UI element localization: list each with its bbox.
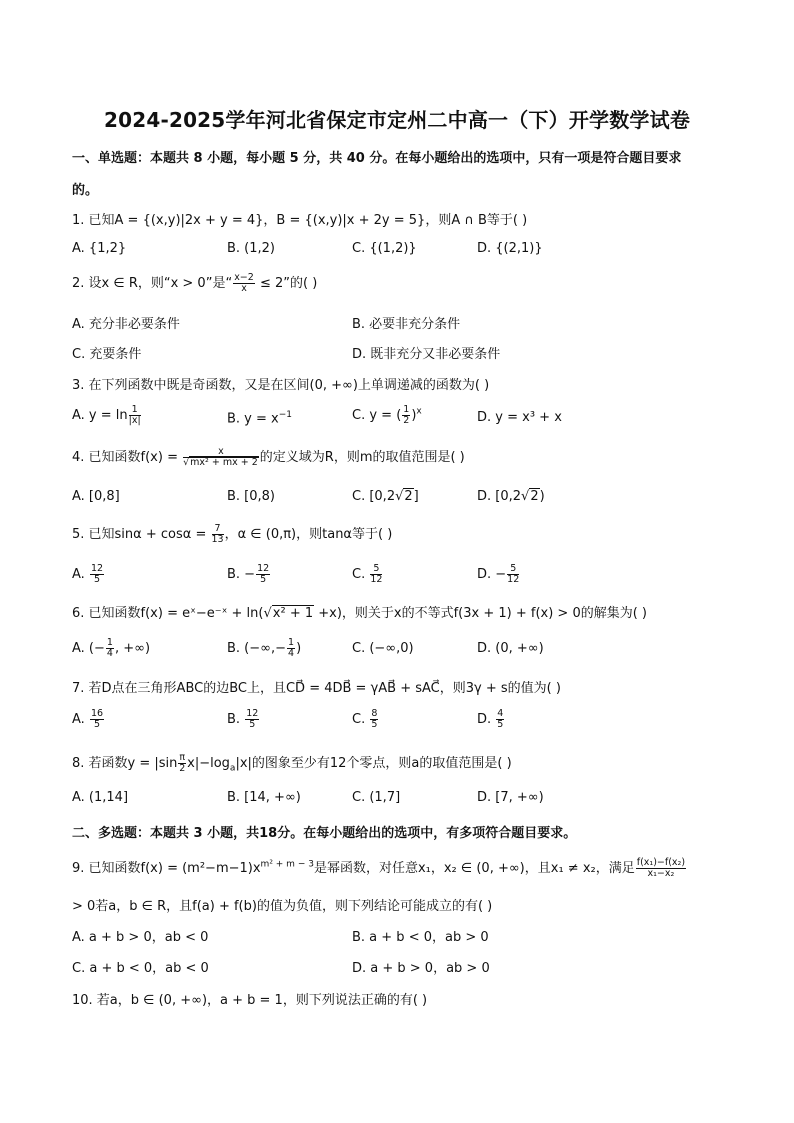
q9-text-a: 9. 已知函数f(x) = (m²−m−1)x [72, 861, 261, 876]
q4-fraction [183, 447, 259, 468]
q3-c-sup: x [416, 406, 422, 417]
q9-frac-num: f(x₁)−f(x₂) [636, 857, 686, 869]
question-5 [72, 523, 392, 545]
q3-c-text: C. y = ( [352, 407, 402, 423]
q4-text-b: 的定义域为R，则m的取值范围是( ) [259, 450, 465, 465]
q7-d-num: 4 [497, 708, 504, 719]
q8-option-a: A. (1,14] [72, 790, 129, 805]
q5-b-fraction [256, 564, 270, 585]
q5-frac-num: 7 [212, 524, 224, 535]
q8-option-d: D. [7, +∞) [477, 790, 544, 805]
q6-a-num: 1 [106, 637, 113, 648]
q5-d-fraction [507, 564, 519, 585]
q1-option-d: D. {(2,1)} [477, 241, 543, 256]
q4-frac-den-radicand: mx² + mx + 2 [190, 457, 258, 468]
q7-d-text: D. [477, 711, 496, 727]
q3-c-tail: ) [411, 407, 417, 423]
q4-option-d: D. [0,2√2) [477, 489, 545, 504]
q7-c-den: 5 [371, 718, 378, 730]
q2-option-c: C. 充要条件 [72, 347, 142, 362]
q3-a-den: |x| [128, 414, 141, 426]
q4-d-radicand: 2 [530, 489, 539, 504]
q2-fraction [233, 273, 255, 294]
section-1-heading: 一、单选题：本题共 8 小题，每小题 5 分，共 40 分。在每小题给出的选项中，只有一项是符合题目要求 [72, 151, 682, 166]
q7-d-fraction [496, 709, 504, 730]
q2-frac-den: x [241, 283, 247, 294]
q6-a-den: 4 [106, 647, 113, 659]
q3-c-den: 2 [403, 414, 410, 426]
q5-a-num: 12 [90, 563, 104, 574]
q6-b-text: B. (−∞,− [227, 640, 287, 656]
q4-d-tail: ) [539, 489, 545, 504]
q5-option-b [227, 564, 271, 585]
q5-c-fraction [370, 564, 382, 585]
q5-d-text: D. − [477, 566, 507, 582]
question-4 [72, 446, 465, 468]
q3-c-num: 1 [403, 404, 410, 415]
q5-d-den: 12 [507, 573, 520, 585]
q6-radicand: x² + 1 [272, 606, 314, 621]
q5-frac-den: 13 [211, 534, 224, 545]
q2-option-a: A. 充分非必要条件 [72, 317, 180, 332]
q9-option-d: D. a + b > 0，ab > 0 [352, 961, 490, 976]
question-10: 10. 若a，b ∈ (0, +∞)，a + b = 1，则下列说法正确的有( ) [72, 993, 428, 1008]
q3-option-d: D. y = x³ + x [477, 410, 562, 425]
q5-d-num: 5 [507, 564, 519, 575]
q2-text-b: ≤ 2”的( ) [255, 276, 318, 291]
q5-a-fraction [90, 564, 104, 585]
q7-a-num: 16 [90, 708, 104, 719]
q9-option-c: C. a + b < 0，ab < 0 [72, 961, 209, 976]
q7-a-text: A. [72, 711, 89, 727]
q3-c-fraction [402, 405, 410, 426]
q5-b-text: B. − [227, 566, 256, 582]
q6-b-tail: ) [296, 640, 302, 656]
q5-c-den: 12 [370, 573, 383, 585]
q7-c-text: C. [352, 711, 370, 727]
q7-b-fraction [245, 709, 259, 730]
q3-option-a [72, 405, 142, 426]
q8-text-c: |x|的图象至少有12个零点，则a的取值范围是( ) [235, 756, 512, 771]
question-8 [72, 752, 512, 774]
q7-option-b [227, 709, 260, 730]
q6-a-text: A. (− [72, 640, 105, 656]
q7-b-num: 12 [246, 708, 259, 719]
q6-option-b [227, 638, 301, 659]
q3-option-c [352, 405, 422, 426]
q5-text-b: ，α ∈ (0,π)，则tanα等于( ) [224, 527, 393, 542]
q7-option-d [477, 709, 505, 730]
q5-fraction [212, 524, 224, 545]
q1-option-c: C. {(1,2)} [352, 241, 417, 256]
q3-a-num: 1 [129, 405, 141, 416]
q1-option-b: B. (1,2) [227, 241, 276, 256]
q4-d-text: D. [0,2 [477, 489, 522, 504]
q8-sub: a [229, 763, 236, 774]
q6-b-den: 4 [288, 647, 295, 659]
q6-option-a [72, 638, 150, 659]
q6-option-d: D. (0, +∞) [477, 641, 544, 656]
q4-frac-den: √mx² + mx + 2 [183, 457, 258, 468]
q4-option-a: A. [0,8] [72, 489, 120, 504]
q9-fraction [636, 858, 686, 879]
q5-option-a [72, 564, 105, 585]
q2-text-a: 2. 设x ∈ R，则“x > 0”是“ [72, 276, 233, 291]
q5-a-text: A. [72, 566, 89, 582]
q4-option-b: B. [0,8) [227, 489, 276, 504]
q7-c-fraction [370, 709, 378, 730]
q6-b-num: 1 [288, 637, 295, 648]
q8-frac-den: 2 [179, 763, 186, 774]
q5-c-text: C. [352, 566, 370, 582]
q3-b-text: B. y = x [227, 411, 279, 427]
q7-option-c [352, 709, 379, 730]
q9-sup: m² + m − 3 [260, 859, 314, 870]
question-9-cont: > 0若a，b ∈ R，且f(a) + f(b)的值为负值，则下列结论可能成立的有( ) [72, 899, 493, 914]
q5-option-d [477, 564, 520, 585]
q7-option-a [72, 709, 105, 730]
q9-option-a: A. a + b > 0，ab < 0 [72, 930, 209, 945]
q3-option-b [227, 410, 292, 426]
q6-a-tail: , +∞) [114, 640, 151, 656]
q4-option-c: C. [0,2√2] [352, 489, 419, 504]
q8-text-a: 8. 若函数y = |sin [72, 756, 178, 771]
q6-option-c: C. (−∞,0) [352, 641, 414, 656]
q5-option-c [352, 564, 383, 585]
q6-text-b: +x)，则关于x的不等式f(3x + 1) + f(x) > 0的解集为( ) [314, 606, 647, 621]
question-9 [72, 857, 687, 879]
question-3: 3. 在下列函数中既是奇函数，又是在区间(0, +∞)上单调递减的函数为( ) [72, 378, 490, 393]
question-7: 7. 若D点在三角形ABC的边BC上，且CD⃗ = 4DB⃗ = γAB⃗ + sAC⃗，则3γ + s的值为( ) [72, 681, 561, 696]
q7-c-num: 8 [371, 708, 378, 719]
q2-option-d: D. 既非充分又非必要条件 [352, 347, 501, 362]
q4-c-tail: ] [413, 489, 419, 504]
q5-b-den: 5 [260, 573, 267, 585]
q5-b-num: 12 [257, 563, 270, 574]
question-6: 6. 已知函数f(x) = eˣ−e⁻ˣ + ln(√x² + 1 +x)，则关于x的不等式f(3x + 1) + f(x) > 0的解集为( ) [72, 606, 647, 621]
q3-a-text: A. y = ln [72, 407, 128, 423]
q4-c-radicand: 2 [404, 489, 413, 504]
section-1-heading-cont: 的。 [72, 183, 99, 198]
q7-a-den: 5 [93, 718, 100, 730]
q9-option-b: B. a + b < 0，ab > 0 [352, 930, 489, 945]
q9-frac-den: x₁−x₂ [647, 868, 675, 879]
q3-b-sup: −1 [278, 410, 293, 420]
q3-a-fraction [129, 405, 141, 426]
section-2-heading: 二、多选题：本题共 3 小题，共18分。在每小题给出的选项中，有多项符合题目要求。 [72, 826, 577, 841]
q2-frac-num: x−2 [234, 272, 254, 284]
q7-b-text: B. [227, 711, 245, 727]
q8-option-c: C. (1,7] [352, 790, 401, 805]
q5-text-a: 5. 已知sinα + cosα = [72, 527, 211, 542]
q5-a-den: 5 [93, 573, 100, 585]
q1-option-a: A. {1,2} [72, 241, 127, 256]
question-2 [72, 272, 317, 294]
q7-a-fraction [90, 709, 104, 730]
q2-option-b: B. 必要非充分条件 [352, 317, 461, 332]
q6-b-fraction [287, 638, 295, 659]
q7-b-den: 5 [249, 718, 256, 730]
q8-text-b: x|−log [187, 756, 230, 771]
q6-text-a: 6. 已知函数f(x) = eˣ−e⁻ˣ + ln( [72, 606, 264, 621]
q8-fraction [178, 753, 186, 774]
q8-frac-num: π [179, 752, 186, 764]
q8-option-b: B. [14, +∞) [227, 790, 301, 805]
page-title: 2024-2025学年河北省保定市定州二中高一（下）开学数学试卷 [103, 108, 691, 132]
q6-a-fraction [106, 638, 114, 659]
question-1: 1. 已知A = {(x,y)|2x + y = 4}，B = {(x,y)|x + 2y = 5}，则A ∩ B等于( ) [72, 213, 528, 228]
q7-d-den: 5 [497, 718, 504, 730]
q4-frac-num: x [183, 447, 259, 458]
q5-c-num: 5 [370, 564, 382, 575]
q4-c-text: C. [0,2 [352, 489, 396, 504]
q9-text-b: 是幂函数，对任意x₁，x₂ ∈ (0, +∞)，且x₁ ≠ x₂，满足 [313, 861, 635, 876]
q4-text-a: 4. 已知函数f(x) = [72, 450, 183, 465]
